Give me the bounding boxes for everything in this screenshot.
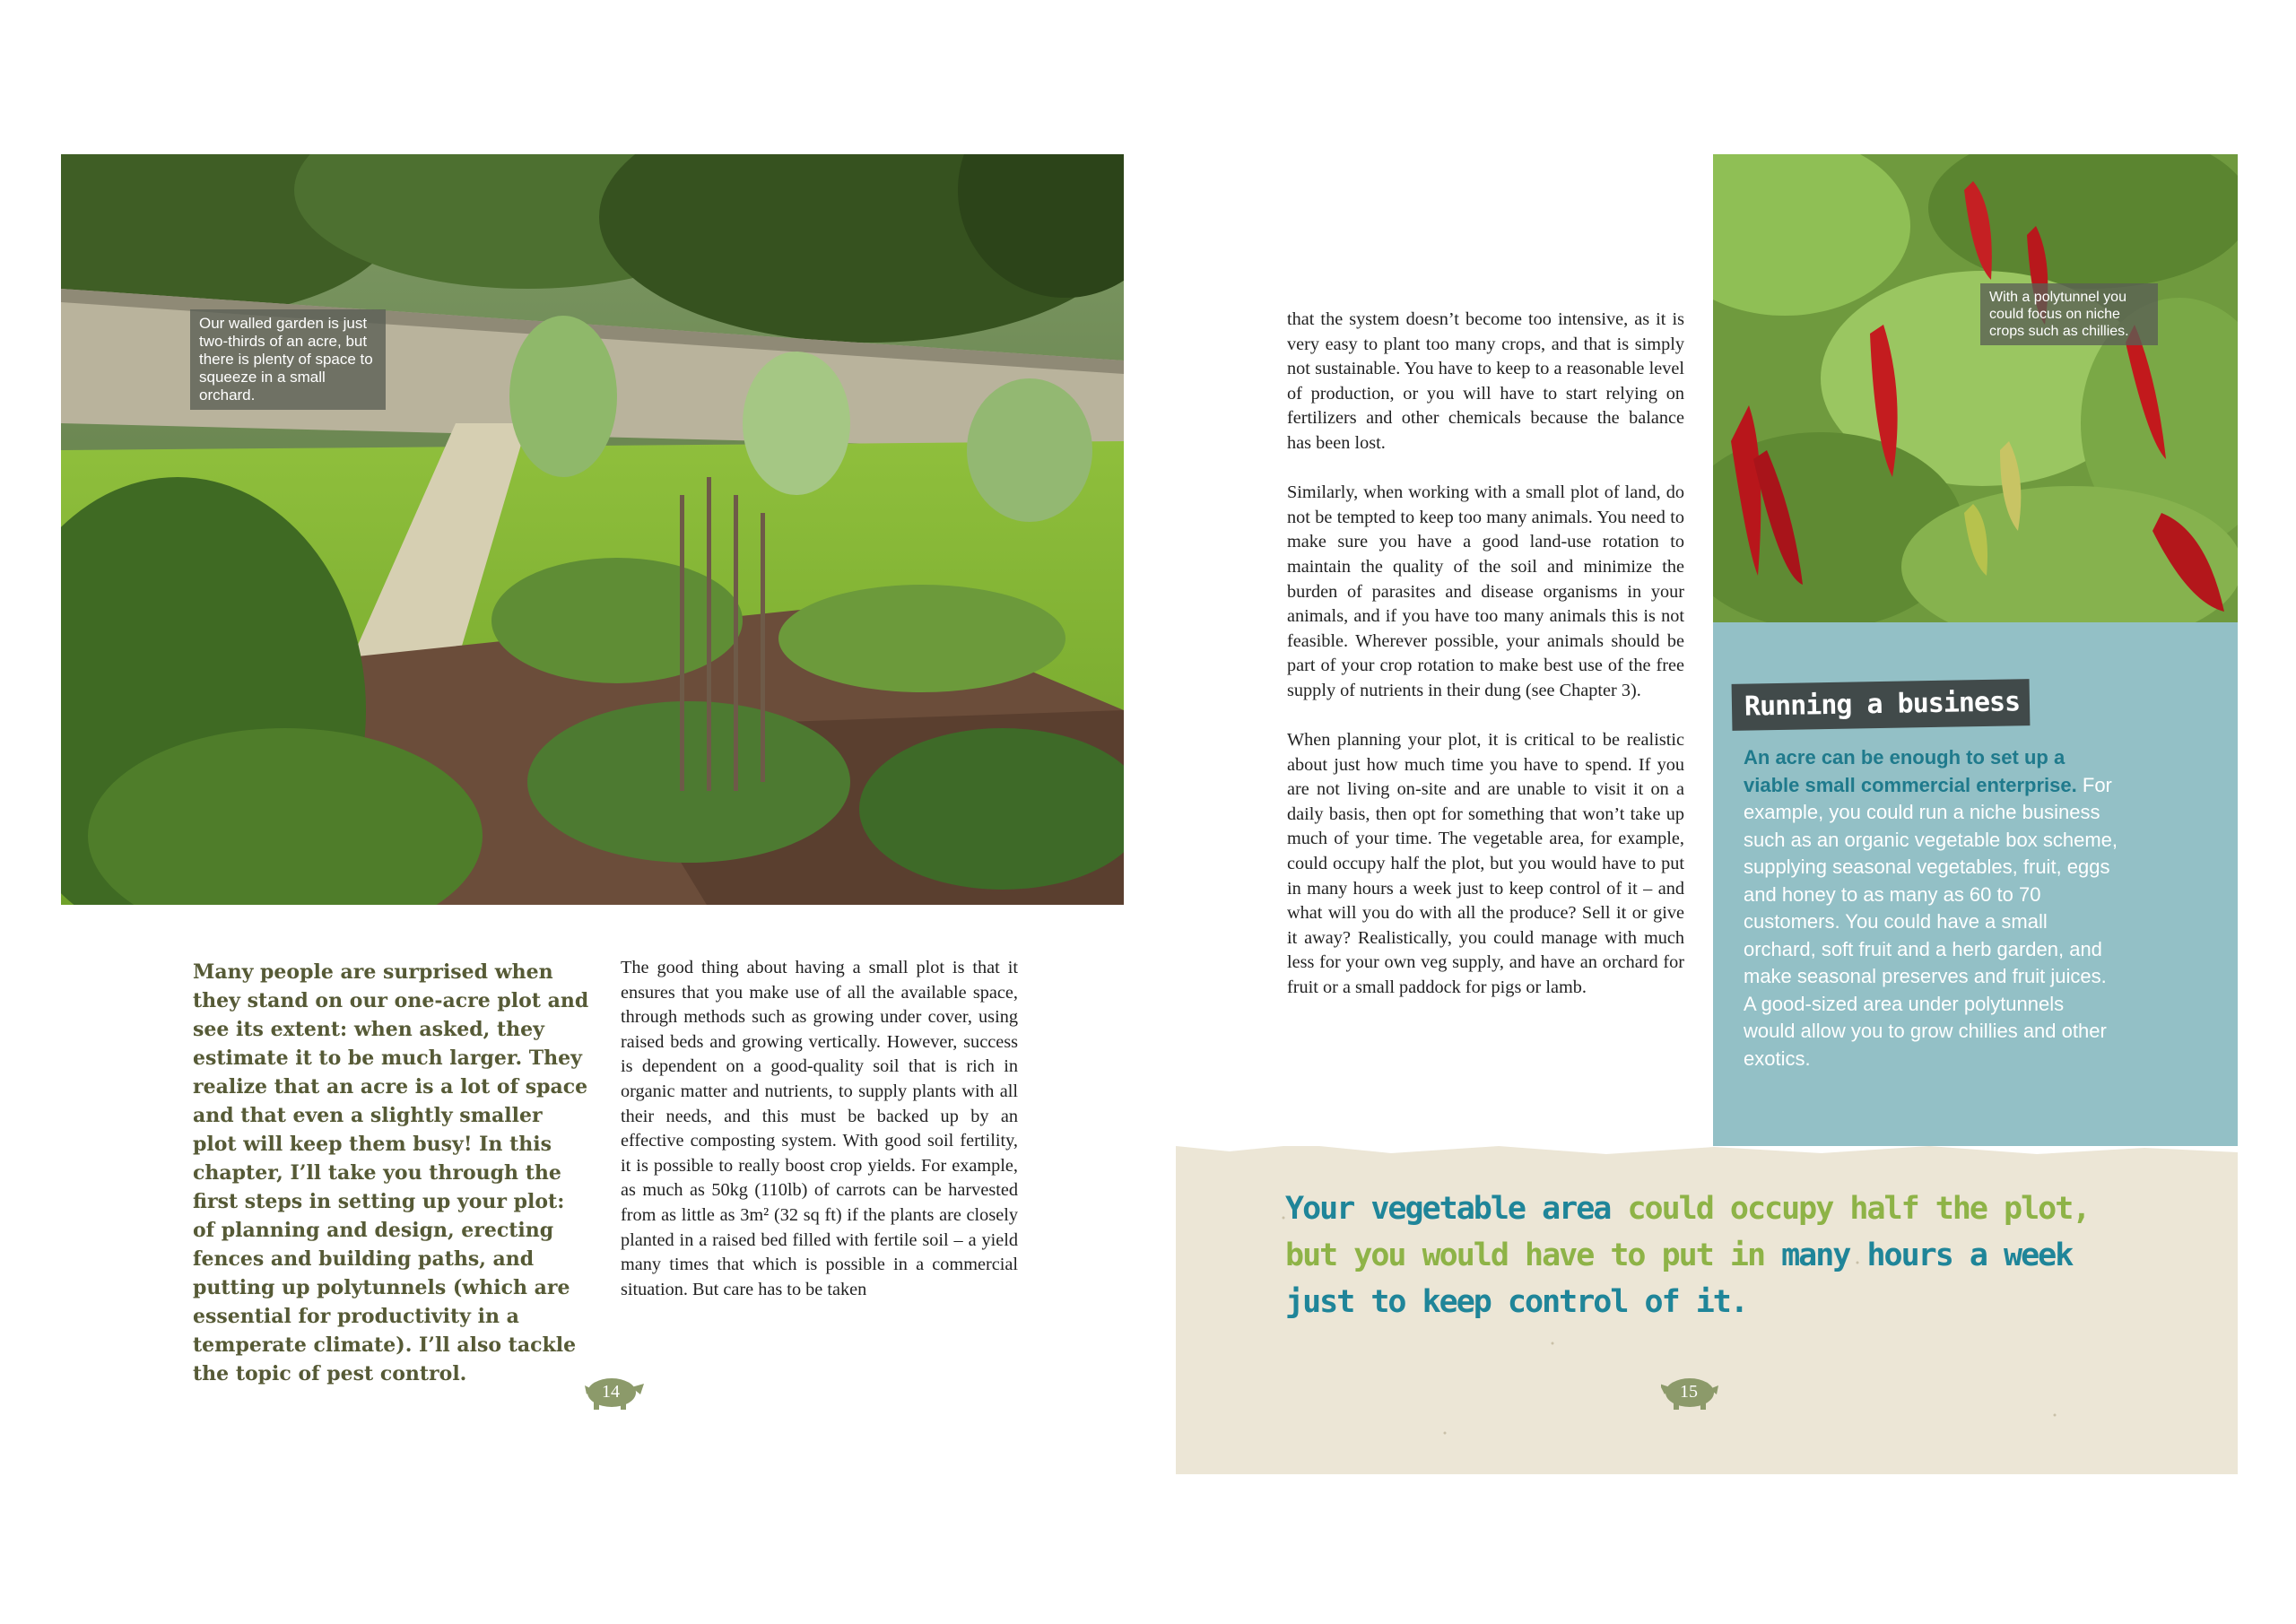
page-number-right: [1661, 1375, 1724, 1411]
page-number-label: 15: [1680, 1382, 1698, 1402]
chilli-photo: [1713, 154, 2238, 622]
chapter-intro: Many people are surprised when they stand on our one-acre plot and see its extent: when asked, they estimate it to be much larger. They realize that an acre is a lot of space and that even a slightly smaller plot will keep them busy! In this chapter, I’ll take you through the first steps in setting up your plot: of planning and design, erecting fences and building paths, and putting up polytunnels (which are essential for productivity in a temperate climate). I’ll also tackle the topic of pest control.: [193, 960, 589, 1385]
pull-quote-part: could occupy half the plot, but you would have to put in: [1285, 1191, 2090, 1273]
chilli-photo-caption: With a polytunnel you could focus on niche crops such as chillies.: [1980, 283, 2158, 345]
sidebar-heading: [1732, 679, 2031, 731]
sidebar-lead: An acre can be enough to set up a viable small commercial enterprise.: [1744, 746, 2077, 796]
body-paragraph: When planning your plot, it is critical to be realistic about just how much time you have to spend. If you are not living on-site and are unable to visit it on a daily basis, then opt for something that won’t take up much of your time. The vegetable area, for example, could occupy half the plot, but you would have to put in many hours a week just to keep control of it – and what will you do with all the produce? Sell it or give it away? Realistically, you could manage with much less for your own veg supply, and have an orchard for fruit or a small paddock for pigs or lamb.: [1287, 730, 1684, 998]
pull-quote: [1285, 1185, 2146, 1325]
sidebar-body: For example, you could run a niche business such as an organic vegetable box scheme, supplying seasonal vegetables, fruit, eggs and honey to as many as 60 to 70 customers. You could have a small orchard, soft fruit and a herb garden, and make seasonal preserves and fruit juices. A good-sized area under polytunnels would allow you to grow chillies and other exotics.: [1744, 773, 2118, 1070]
garden-photo-caption: Our walled garden is just two-thirds of an acre, but there is plenty of space to squeeze in a small orchard.: [190, 309, 386, 410]
page-number-label: 14: [602, 1382, 620, 1402]
body-paragraph: that the system doesn’t become too intensive, as it is very easy to plant too many crops, and that is simply not sustainable. You have to keep to a reasonable level of production, or you will have to start relying on fertilizers and other chemicals because the balance has been lost.: [1287, 309, 1684, 453]
sidebar-text: [1744, 744, 2120, 1073]
body-column-right: [1287, 308, 1684, 1025]
garden-photo: [61, 154, 1124, 905]
pull-quote-part: Your vegetable area: [1285, 1191, 1611, 1227]
pull-quote-part: many hours a week just to keep control of it.: [1285, 1238, 2073, 1320]
page-number-left: [583, 1375, 646, 1411]
body-column-left: [621, 956, 1018, 1327]
body-paragraph: The good thing about having a small plot is that it ensures that you make use of all the available space, through methods such as growing under cover, using raised beds and growing vertically. However, success is dependent on a good-quality soil that is rich in organic matter and nutrients, to supply plants with all their needs, and this must be backed up by an effective composting system. With good soil fertility, it is possible to really boost crop yields. For example, as much as 50kg (110lb) of carrots can be harvested from as little as 3m² (32 sq ft) if the plants are closely planted in a raised bed filled with fertile soil – a yield many times that which is possible in a commercial situation. But care has to be taken: [621, 958, 1018, 1299]
sidebar-heading-text: Running a business: [1744, 686, 2021, 723]
body-paragraph: Similarly, when working with a small plot of land, do not be tempted to keep too many animals. You need to make sure you have a good land-use rotation to maintain the quality of the soil and minimize the burden of parasites and disease organisms in your animals, and if you have too many animals this is not feasible. Wherever possible, your animals should be part of your crop rotation to make best use of the free supply of nutrients in their dung (see Chapter 3).: [1287, 482, 1684, 700]
